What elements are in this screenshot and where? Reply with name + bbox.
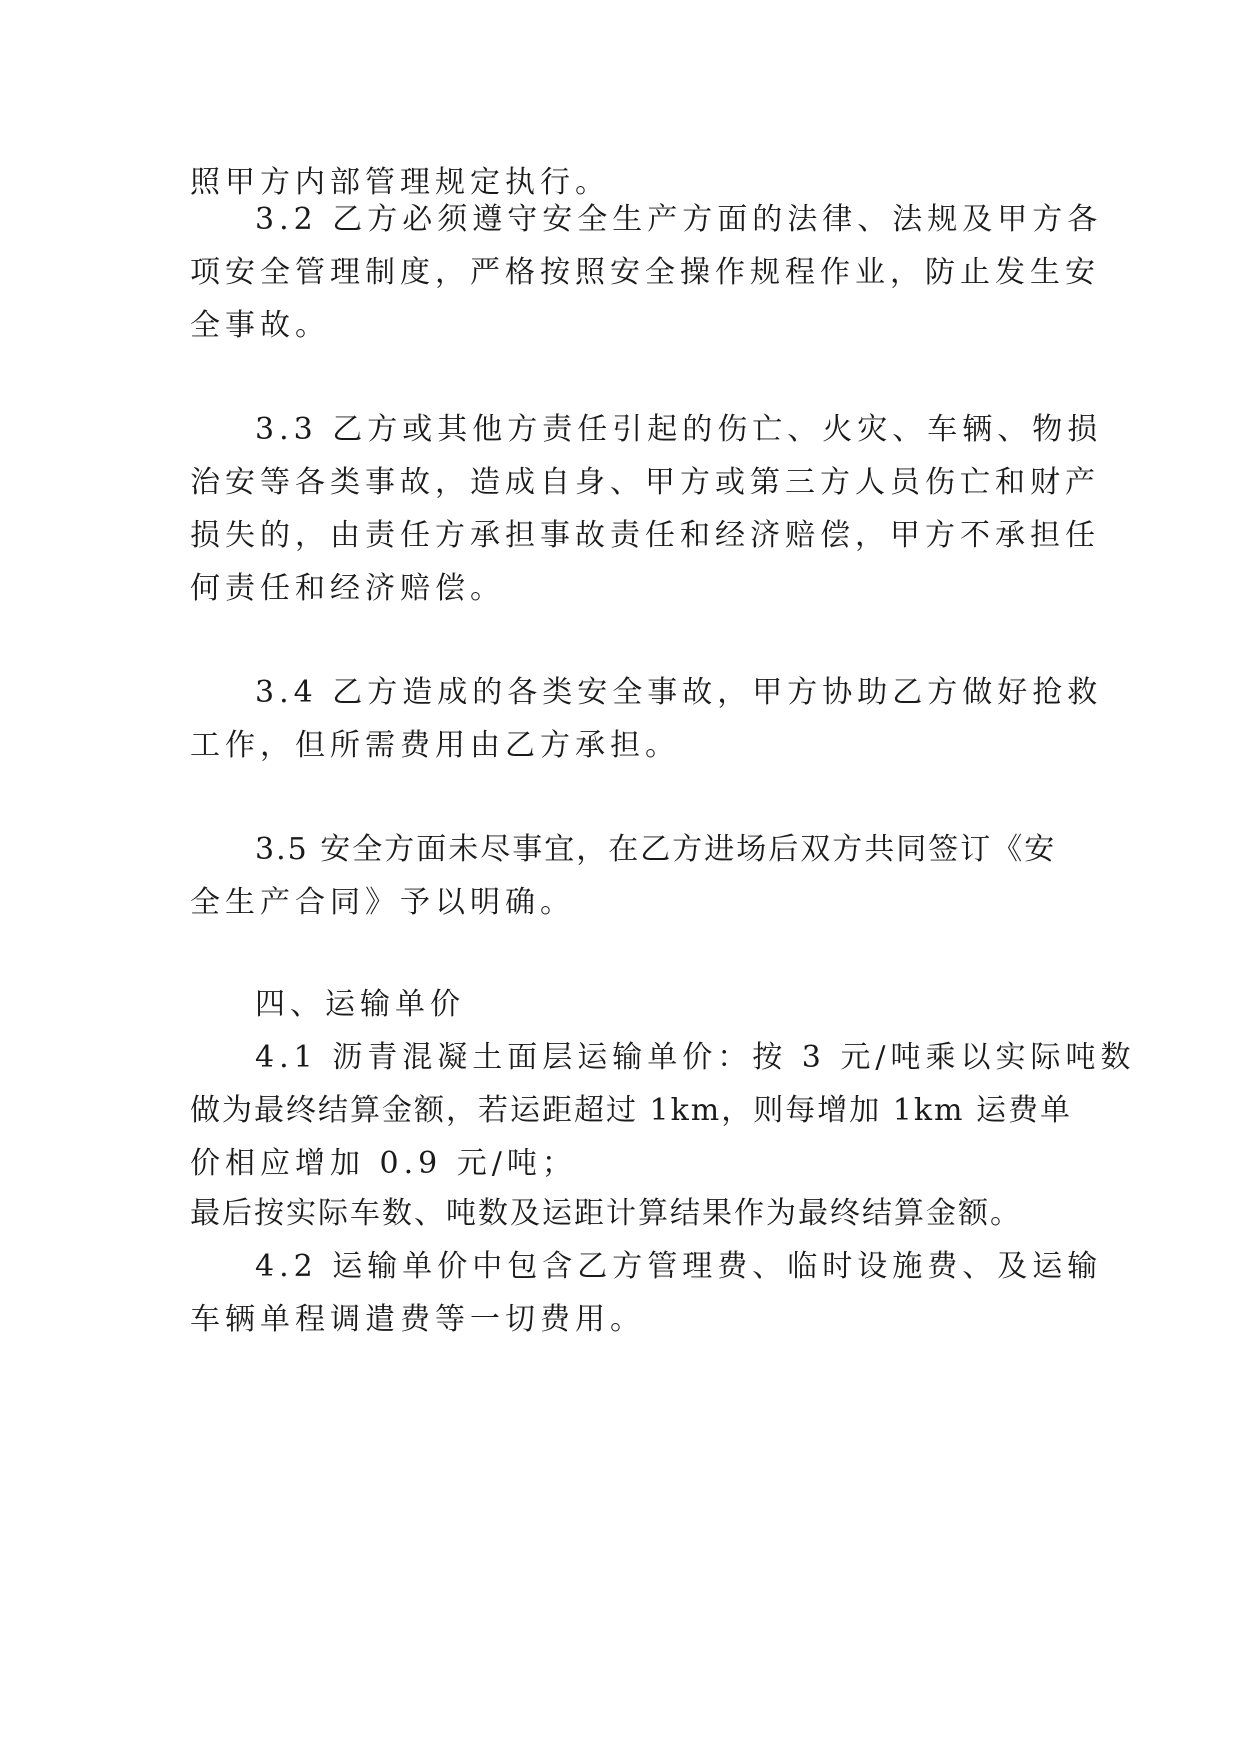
- clause-4-1-line-3: 价相应增加 0.9 元/吨；: [190, 1146, 577, 1181]
- clause-3-5-line-1: 3.5 安全方面未尽事宜，在乙方进场后双方共同签订《安: [255, 832, 1057, 867]
- section-4-heading: 四、运输单价: [255, 987, 465, 1022]
- clause-3-2-line-2: 项安全管理制度，严格按照安全操作规程作业，防止发生安: [190, 255, 1100, 290]
- clause-3-4-line-2: 工作，但所需费用由乙方承担。: [190, 728, 680, 763]
- settlement-line: 最后按实际车数、吨数及运距计算结果作为最终结算金额。: [190, 1196, 1022, 1231]
- text-line-1: 照甲方内部管理规定执行。: [190, 165, 610, 200]
- clause-3-2-line-1: 3.2 乙方必须遵守安全生产方面的法律、法规及甲方各: [255, 202, 1103, 237]
- clause-4-2-line-2: 车辆单程调遣费等一切费用。: [190, 1302, 645, 1337]
- clause-4-1-line-1: 4.1 沥青混凝土面层运输单价：按 3 元/吨乘以实际吨数: [255, 1040, 1136, 1075]
- clause-3-3-line-4: 何责任和经济赔偿。: [190, 571, 505, 606]
- clause-3-3-line-3: 损失的，由责任方承担事故责任和经济赔偿，甲方不承担任: [190, 518, 1100, 553]
- clause-4-1-line-2: 做为最终结算金额，若运距超过 1km，则每增加 1km 运费单: [190, 1093, 1073, 1128]
- clause-3-5-line-2: 全生产合同》予以明确。: [190, 885, 575, 920]
- clause-3-3-line-2: 治安等各类事故，造成自身、甲方或第三方人员伤亡和财产: [190, 465, 1100, 500]
- clause-4-2-line-1: 4.2 运输单价中包含乙方管理费、临时设施费、及运输: [255, 1249, 1103, 1284]
- clause-3-2-line-3: 全事故。: [190, 308, 330, 343]
- clause-3-4-line-1: 3.4 乙方造成的各类安全事故，甲方协助乙方做好抢救: [255, 675, 1103, 710]
- clause-3-3-line-1: 3.3 乙方或其他方责任引起的伤亡、火灾、车辆、物损: [255, 412, 1103, 447]
